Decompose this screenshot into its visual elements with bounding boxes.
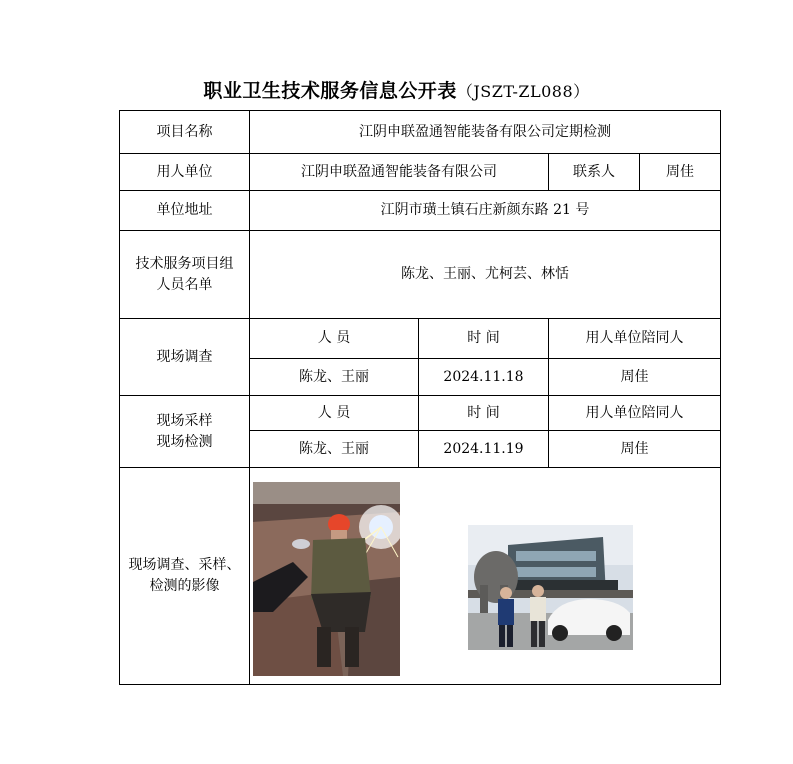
sampling-label [120, 396, 250, 468]
photos-area [250, 469, 720, 683]
survey-time: 2024.11.18 [419, 359, 549, 396]
row-team [120, 231, 721, 319]
employer-label: 用人单位 [120, 154, 250, 191]
survey-label: 现场调查 [120, 319, 250, 396]
sampling-header-escort: 用人单位陪同人 [549, 396, 721, 431]
images-label [120, 468, 250, 685]
survey-header-person: 人 员 [250, 319, 419, 359]
team-label-line1: 技术服务项目组 [135, 255, 234, 272]
team-value: 陈龙、王丽、尤柯芸、林恬 [250, 231, 721, 319]
sampling-escort: 周佳 [549, 431, 721, 468]
site-photo-grinding [253, 482, 400, 676]
team-label-line2: 人员名单 [156, 276, 213, 293]
row-project-name [120, 111, 721, 154]
row-images [120, 468, 721, 685]
images-cell [250, 468, 721, 685]
images-label-line2: 检测的影像 [149, 578, 220, 594]
survey-escort: 周佳 [549, 359, 721, 396]
title-code: （JSZT-ZL088） [456, 82, 590, 101]
row-sampling-header [120, 396, 721, 431]
project-name-value: 江阴申联盈通智能装备有限公司定期检测 [250, 111, 721, 154]
images-label-line1: 现场调查、采样、 [128, 557, 241, 573]
team-label [120, 231, 250, 319]
sampling-header-time: 时 间 [419, 396, 549, 431]
survey-person: 陈龙、王丽 [250, 359, 419, 396]
site-photo-entrance [468, 525, 633, 650]
sampling-person: 陈龙、王丽 [250, 431, 419, 468]
title-main: 职业卫生技术服务信息公开表 [203, 80, 457, 102]
sampling-time: 2024.11.19 [419, 431, 549, 468]
row-employer [120, 154, 721, 191]
page-title [0, 76, 793, 103]
contact-value: 周佳 [640, 154, 721, 191]
project-name-label: 项目名称 [120, 111, 250, 154]
address-label: 单位地址 [120, 191, 250, 231]
sampling-header-person: 人 员 [250, 396, 419, 431]
sampling-label-line2: 现场检测 [156, 433, 213, 450]
address-value: 江阴市璜土镇石庄新颜东路 21 号 [250, 191, 721, 231]
row-address [120, 191, 721, 231]
survey-header-escort: 用人单位陪同人 [549, 319, 721, 359]
info-table [119, 110, 721, 685]
row-survey-header [120, 319, 721, 359]
employer-value: 江阴申联盈通智能装备有限公司 [250, 154, 549, 191]
sampling-label-line1: 现场采样 [156, 412, 213, 429]
contact-label: 联系人 [549, 154, 640, 191]
survey-header-time: 时 间 [419, 319, 549, 359]
